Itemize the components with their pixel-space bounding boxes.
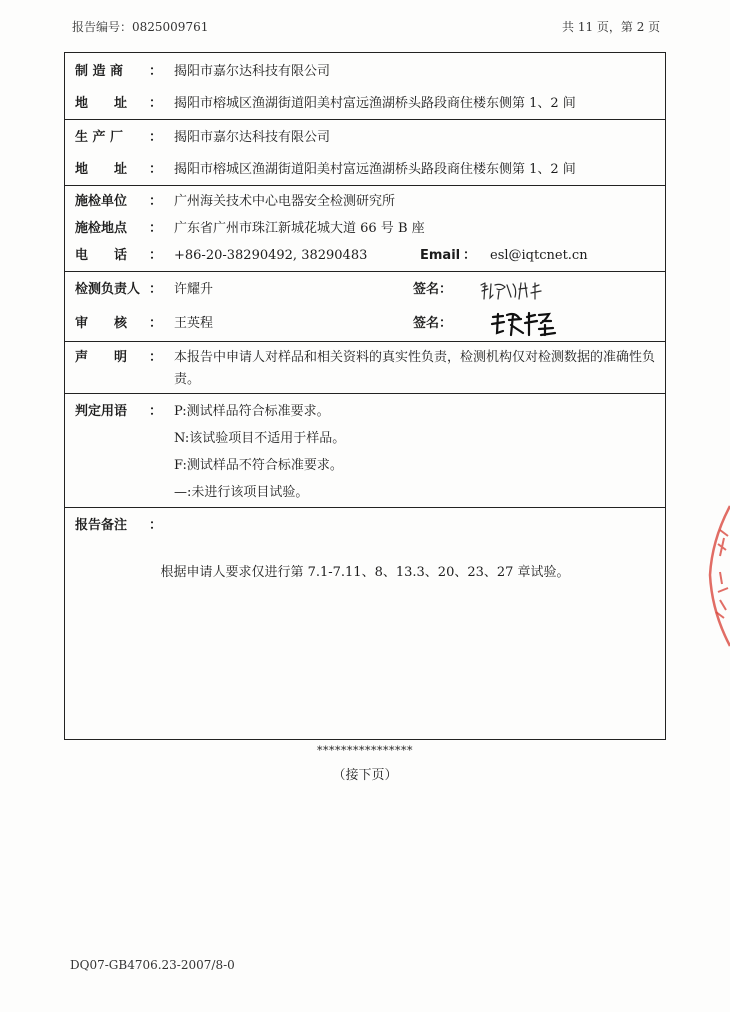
reviewer-name: 王英程 (174, 316, 214, 331)
responsible-row (65, 277, 665, 303)
phone-label: 电 话 (75, 248, 128, 263)
colon: ： (149, 130, 163, 145)
divider (65, 119, 665, 120)
colon: ： (149, 162, 163, 177)
colon: ： (149, 518, 163, 533)
colon: ： (439, 316, 453, 331)
phone-number: +86-20-38290492, 38290483 (174, 248, 368, 263)
divider (65, 341, 665, 342)
colon: ： (149, 350, 163, 365)
address-label: 地 址 (75, 162, 128, 177)
divider (65, 271, 665, 272)
remarks-label-row (65, 513, 665, 539)
producer-name: 揭阳市嘉尔达科技有限公司 (174, 130, 331, 145)
divider (65, 185, 665, 186)
colon: ： (149, 64, 163, 79)
manufacturer-row (65, 59, 665, 85)
phone-row (65, 243, 665, 269)
responsible-signature (477, 279, 559, 303)
producer-row (65, 125, 665, 151)
inspection-unit: 广州海关技术中心电器安全检测研究所 (174, 194, 396, 209)
remarks-text: 根据申请人要求仅进行第 7.1-7.11、8、13.3、20、23、27 章试验。 (160, 565, 570, 580)
inspection-site: 广东省广州市珠江新城花城大道 66 号 B 座 (174, 221, 425, 236)
remarks-label: 报告备注 (75, 518, 128, 533)
responsible-label: 检测负责人 (75, 282, 141, 297)
statement-text: 本报告中申请人对样品和相关资料的真实性负责，检测机构仅对检测数据的准确性负责。 (174, 350, 656, 387)
report-info-table (64, 52, 666, 740)
colon: ： (149, 404, 163, 419)
address-label: 地 址 (75, 96, 128, 111)
colon: ： (149, 316, 163, 331)
producer-address: 揭阳市榕城区渔湖街道阳美村富远渔湖桥头路段商住楼东侧第 1、2 间 (174, 162, 576, 177)
colon: ： (149, 96, 163, 111)
colon: ： (463, 248, 477, 263)
producer-address-row (65, 157, 665, 183)
page-info: 共 11 页，第 2 页 (562, 20, 661, 34)
inspection-unit-row (65, 189, 665, 215)
inspection-site-row (65, 216, 665, 242)
producer-label: 生 产 厂 (75, 130, 124, 145)
manufacturer-name: 揭阳市嘉尔达科技有限公司 (174, 64, 331, 79)
document-code: DQ07-GB4706.23-2007/8-0 (70, 958, 235, 972)
divider (65, 393, 665, 394)
sign-label: 签名 (413, 316, 440, 331)
responsible-name: 许耀升 (174, 282, 214, 297)
continued-note: （接下页） (332, 768, 398, 783)
end-separator: **************** (317, 744, 413, 757)
colon: ： (149, 194, 163, 209)
verdict-label: 判定用语 (75, 404, 128, 419)
verdict-pass: P:测试样品符合标准要求。 (174, 404, 330, 419)
manufacturer-label: 制 造 商 (75, 64, 124, 79)
email-address[interactable]: esl@iqtcnet.cn (490, 248, 588, 263)
verdict-label-row (65, 399, 665, 425)
colon: ： (439, 282, 453, 297)
reviewer-signature (489, 309, 565, 339)
manufacturer-address: 揭阳市榕城区渔湖街道阳美村富远渔湖桥头路段商住楼东侧第 1、2 间 (174, 96, 576, 111)
verdict-not-applicable: N:该试验项目不适用于样品。 (174, 431, 346, 446)
colon: ： (149, 248, 163, 263)
verdict-not-tested: —:未进行该项目试验。 (174, 485, 309, 500)
divider (65, 507, 665, 508)
manufacturer-address-row (65, 91, 665, 117)
seal-stamp (690, 500, 730, 650)
inspection-site-label: 施检地点 (75, 221, 128, 236)
report-number: 报告编号：0825009761 (72, 20, 209, 34)
sign-label: 签名 (413, 282, 440, 297)
statement-label: 声 明 (75, 350, 128, 365)
reviewer-label: 审 核 (75, 316, 128, 331)
colon: ： (149, 282, 163, 297)
reviewer-row (65, 311, 665, 337)
inspection-unit-label: 施检单位 (75, 194, 128, 209)
colon: ： (149, 221, 163, 236)
email-label: Email (420, 248, 461, 263)
verdict-fail: F:测试样品不符合标准要求。 (174, 458, 343, 473)
